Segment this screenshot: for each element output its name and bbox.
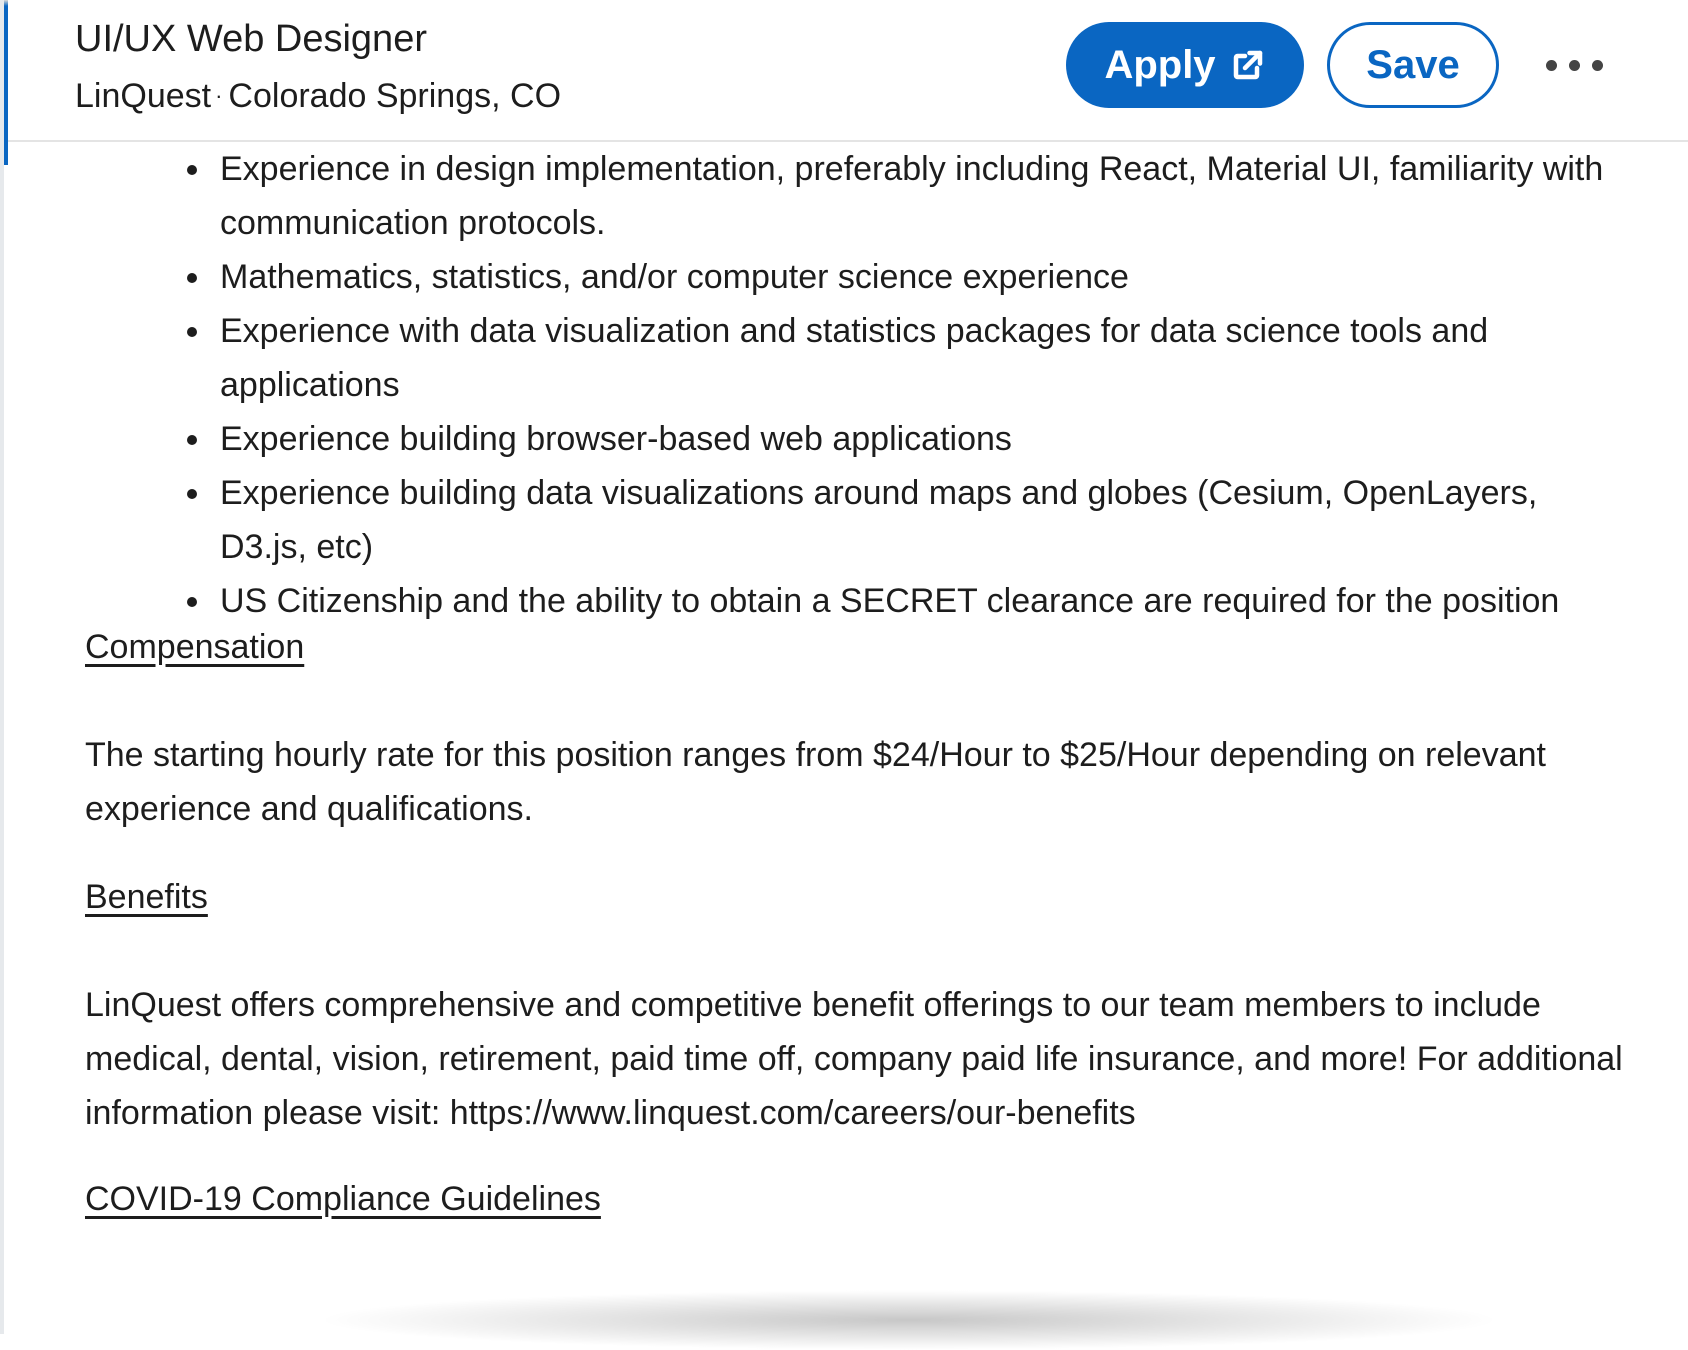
benefits-heading: Benefits (85, 878, 208, 916)
more-options-button[interactable] (1536, 42, 1612, 88)
list-item: Experience in design implementation, preferably including React, Material UI, familiarity with communication protocols. (4, 142, 1620, 250)
list-item: Mathematics, statistics, and/or computer science experience (4, 250, 1620, 304)
benefits-text: LinQuest offers comprehensive and competitive benefit offerings to our team members to include medical, dental, vision, retirement, paid time off, company paid life insurance, and more! For additional information please visit: https://www.linquest.com/careers/our-benefits (85, 986, 1623, 1132)
job-location: Colorado Springs, CO (228, 77, 562, 115)
more-horizontal-icon-dot (1546, 60, 1557, 71)
more-horizontal-icon-dot (1592, 60, 1603, 71)
floating-bar-shadow (314, 1290, 1504, 1350)
list-item: Experience building data visualizations around maps and globes (Cesium, OpenLayers, D3.js, etc) (4, 466, 1620, 574)
sticky-job-header (8, 0, 1688, 142)
covid-heading: COVID-19 Compliance Guidelines (85, 1180, 601, 1218)
company-name[interactable]: LinQuest (75, 77, 212, 115)
list-item: Experience with data visualization and statistics packages for data science tools and applications (4, 304, 1620, 412)
save-button[interactable]: Save (1327, 22, 1499, 108)
requirements-list (4, 142, 1620, 628)
compensation-text: The starting hourly rate for this position ranges from $24/Hour to $25/Hour depending on relevant experience and qualifications. (85, 736, 1546, 828)
external-link-icon (1230, 47, 1266, 83)
more-horizontal-icon-dot (1569, 60, 1580, 71)
compensation-heading: Compensation (85, 628, 305, 666)
list-item: US Citizenship and the ability to obtain a SECRET clearance are required for the position (4, 574, 1620, 628)
apply-button-label: Apply (1104, 42, 1216, 87)
separator-dot: · (215, 83, 223, 108)
job-subtitle (75, 74, 561, 122)
apply-button[interactable] (1066, 22, 1304, 108)
list-item: Experience building browser-based web applications (4, 412, 1620, 466)
job-title[interactable]: UI/UX Web Designer (75, 18, 427, 60)
